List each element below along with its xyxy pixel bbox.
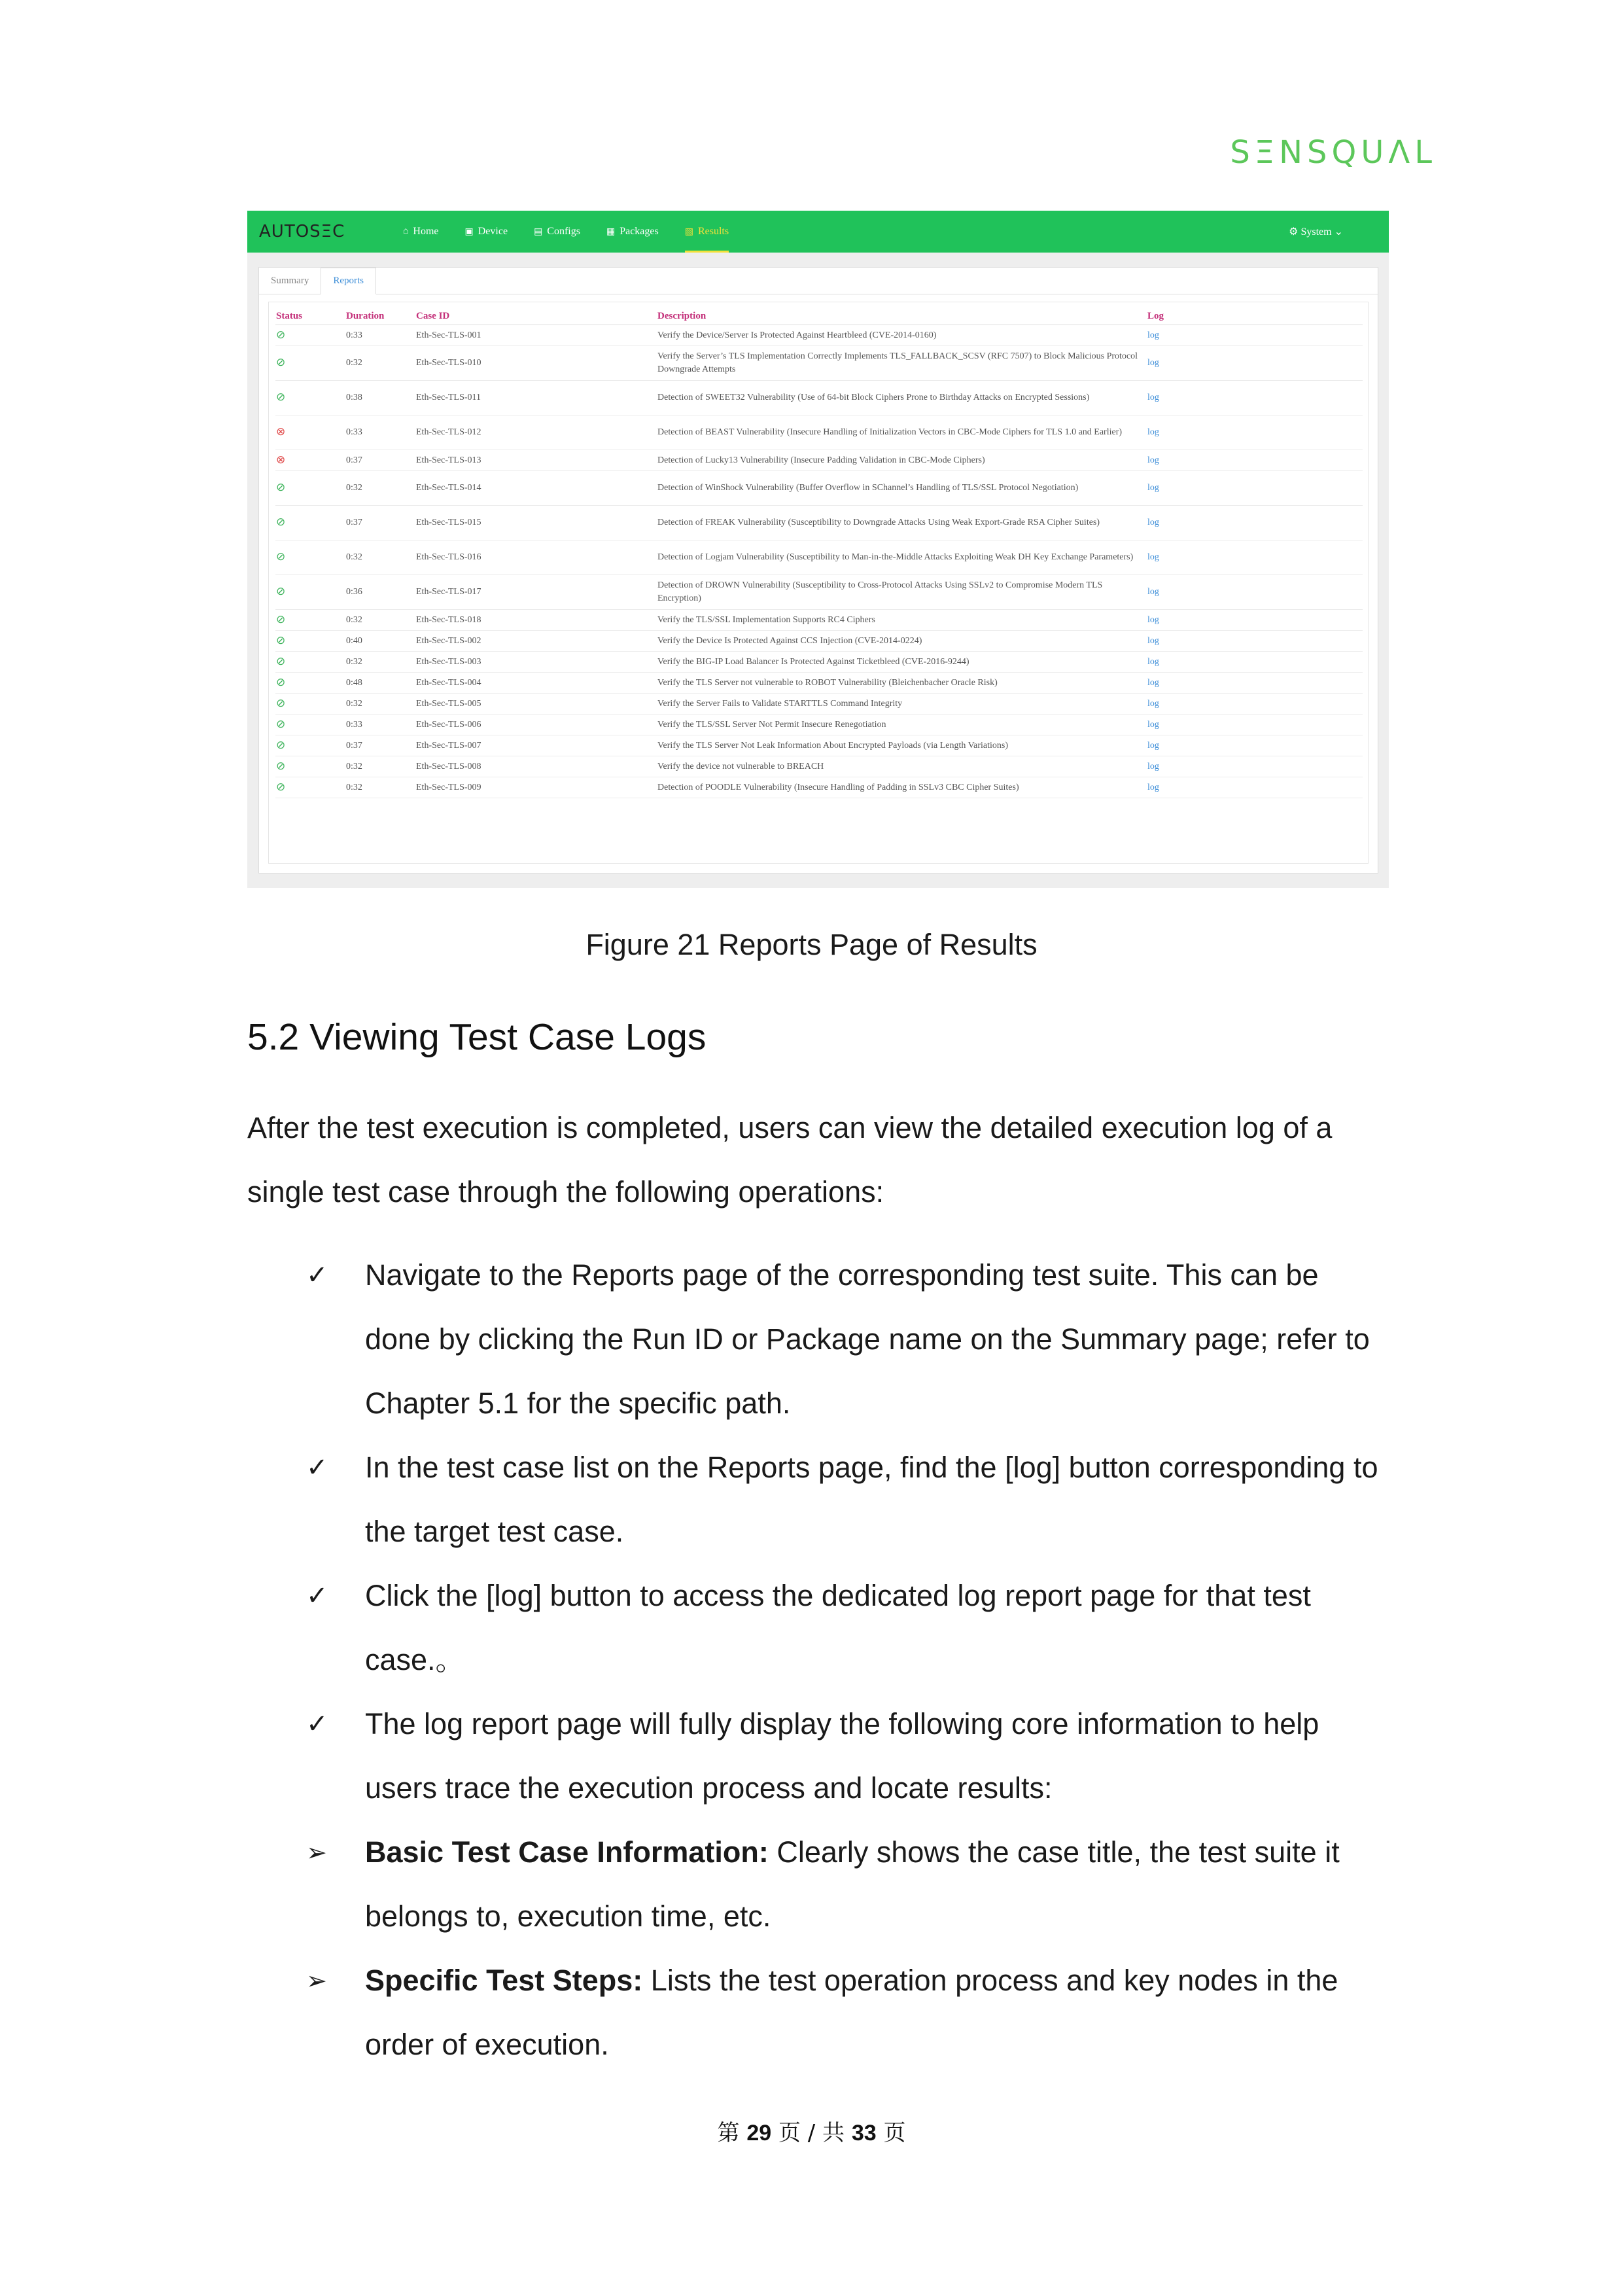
nav-home[interactable] — [403, 211, 439, 253]
pass-status-icon: ⊘ — [276, 633, 286, 646]
list-item — [306, 1949, 1392, 2077]
fail-status-icon: ⊗ — [276, 453, 286, 466]
description-cell: Verify the TLS Server Not Leak Information About Encrypted Payloads (via Length Variations) — [657, 735, 1147, 756]
table-row — [275, 777, 1363, 798]
description-cell: Verify the Device/Server Is Protected Against Heartbleed (CVE-2014-0160) — [657, 325, 1147, 346]
table-row — [275, 471, 1363, 506]
top-nav-bar — [247, 211, 1389, 253]
log-cell — [1147, 756, 1363, 777]
log-link[interactable]: log — [1147, 740, 1159, 751]
system-menu[interactable]: ⚙ System ⌄ — [1289, 226, 1343, 238]
col-log: Log — [1147, 308, 1363, 325]
table-row — [275, 631, 1363, 652]
log-cell — [1147, 694, 1363, 715]
duration-cell: 0:32 — [345, 610, 415, 631]
reports-table-container — [268, 302, 1369, 864]
device-icon: ▣ — [464, 226, 474, 237]
log-link[interactable]: log — [1147, 614, 1159, 625]
packages-icon: ▦ — [606, 226, 616, 237]
col-description: Description — [657, 308, 1147, 325]
list-item — [306, 1243, 1392, 1436]
status-cell — [275, 471, 345, 506]
tab-summary[interactable]: Summary — [271, 275, 309, 286]
table-row — [275, 506, 1363, 540]
status-cell — [275, 575, 345, 610]
log-cell — [1147, 540, 1363, 575]
log-cell — [1147, 506, 1363, 540]
arrow-bullet-icon: ➢ — [306, 1838, 327, 1867]
total-pages: 33 — [851, 2121, 877, 2146]
table-row — [275, 325, 1363, 346]
log-cell — [1147, 715, 1363, 735]
list-item-text: In the test case list on the Reports page, find the [log] button corresponding to the target test case. — [365, 1451, 1378, 1548]
table-header-row — [275, 308, 1363, 325]
nav-device-label: Device — [478, 226, 508, 237]
pass-status-icon: ⊘ — [276, 328, 286, 341]
table-row — [275, 381, 1363, 415]
table-row — [275, 756, 1363, 777]
description-cell: Verify the TLS Server not vulnerable to ROBOT Vulnerability (Bleichenbacher Oracle Risk) — [657, 673, 1147, 694]
table-row — [275, 346, 1363, 381]
list-item — [306, 1564, 1392, 1692]
duration-cell: 0:33 — [345, 715, 415, 735]
reports-table-body — [275, 325, 1363, 798]
description-cell: Detection of Logjam Vulnerability (Susceptibility to Man-in-the-Middle Attacks Exploiting Weak DH Key Exchange Parameters) — [657, 540, 1147, 575]
results-tabs — [259, 268, 1378, 294]
pass-status-icon: ⊘ — [276, 780, 286, 793]
log-cell — [1147, 777, 1363, 798]
pass-status-icon: ⊘ — [276, 481, 286, 493]
log-cell — [1147, 673, 1363, 694]
case-id-cell: Eth-Sec-TLS-003 — [415, 652, 657, 673]
status-cell — [275, 631, 345, 652]
pass-status-icon: ⊘ — [276, 717, 286, 730]
case-id-cell: Eth-Sec-TLS-018 — [415, 610, 657, 631]
pass-status-icon: ⊘ — [276, 759, 286, 772]
case-id-cell: Eth-Sec-TLS-006 — [415, 715, 657, 735]
log-link[interactable]: log — [1147, 635, 1159, 646]
list-item-detail: Clearly shows the case title, the test suite it belongs to, execution time, etc. — [365, 1835, 1340, 1933]
duration-cell: 0:32 — [345, 777, 415, 798]
results-icon: ▧ — [684, 226, 693, 237]
list-item-text — [365, 1820, 1392, 1949]
duration-cell: 0:32 — [345, 471, 415, 506]
arrow-bullet-icon: ➢ — [306, 1966, 327, 1995]
description-cell: Verify the TLS/SSL Server Not Permit Insecure Renegotiation — [657, 715, 1147, 735]
col-case-id: Case ID — [415, 308, 657, 325]
log-link[interactable]: log — [1147, 782, 1159, 792]
log-link[interactable]: log — [1147, 677, 1159, 688]
duration-cell: 0:33 — [345, 415, 415, 450]
status-cell — [275, 450, 345, 471]
section-heading: 5.2 Viewing Test Case Logs — [247, 1016, 707, 1058]
status-cell — [275, 325, 345, 346]
status-cell — [275, 673, 345, 694]
description-cell: Detection of Lucky13 Vulnerability (Insecure Padding Validation in CBC-Mode Ciphers) — [657, 450, 1147, 471]
case-id-cell: Eth-Sec-TLS-007 — [415, 735, 657, 756]
description-cell: Verify the BIG-IP Load Balancer Is Protected Against Ticketbleed (CVE-2016-9244) — [657, 652, 1147, 673]
nav-configs[interactable] — [534, 211, 580, 253]
description-cell: Detection of DROWN Vulnerability (Susceptibility to Cross-Protocol Attacks Using SSLv2 to Compromise Modern TLS Encryption) — [657, 575, 1147, 610]
case-id-cell: Eth-Sec-TLS-009 — [415, 777, 657, 798]
fail-status-icon: ⊗ — [276, 425, 286, 438]
case-id-cell: Eth-Sec-TLS-014 — [415, 471, 657, 506]
checkmark-icon: ✓ — [306, 1453, 328, 1483]
log-cell — [1147, 471, 1363, 506]
nav-packages-label: Packages — [620, 226, 659, 237]
log-cell — [1147, 346, 1363, 381]
log-link[interactable]: log — [1147, 427, 1159, 437]
status-cell — [275, 715, 345, 735]
case-id-cell: Eth-Sec-TLS-004 — [415, 673, 657, 694]
duration-cell: 0:37 — [345, 450, 415, 471]
status-cell — [275, 506, 345, 540]
table-row — [275, 540, 1363, 575]
log-cell — [1147, 610, 1363, 631]
table-row — [275, 450, 1363, 471]
pass-status-icon: ⊘ — [276, 585, 286, 597]
nav-home-label: Home — [413, 226, 439, 237]
list-item-text — [365, 1949, 1392, 2077]
duration-cell: 0:36 — [345, 575, 415, 610]
log-link[interactable]: log — [1147, 587, 1159, 597]
status-cell — [275, 540, 345, 575]
log-link[interactable]: log — [1147, 393, 1159, 402]
status-cell — [275, 346, 345, 381]
log-cell — [1147, 325, 1363, 346]
sensqual-logo: SΞNSQUΛL — [1230, 134, 1437, 171]
description-cell: Verify the Server’s TLS Implementation Correctly Implements TLS_FALLBACK_SCSV (RFC 7507) to Block Malicious Protocol Downgrade Attempts — [657, 346, 1147, 381]
pass-status-icon: ⊘ — [276, 516, 286, 528]
log-cell — [1147, 381, 1363, 415]
nav-results[interactable] — [685, 211, 729, 253]
reports-screenshot — [247, 211, 1389, 888]
pass-status-icon: ⊘ — [276, 696, 286, 709]
description-cell: Detection of FREAK Vulnerability (Susceptibility to Downgrade Attacks Using Weak Export-Grade RSA Cipher Suites) — [657, 506, 1147, 540]
case-id-cell: Eth-Sec-TLS-010 — [415, 346, 657, 381]
col-duration: Duration — [345, 308, 415, 325]
duration-cell: 0:32 — [345, 346, 415, 381]
case-id-cell: Eth-Sec-TLS-005 — [415, 694, 657, 715]
description-cell: Detection of BEAST Vulnerability (Insecure Handling of Initialization Vectors in CBC-Mode Ciphers for TLS 1.0 and Earlier) — [657, 415, 1147, 450]
footer-mid: 页 / 共 — [778, 2120, 845, 2146]
case-id-cell: Eth-Sec-TLS-011 — [415, 381, 657, 415]
log-link[interactable]: log — [1147, 483, 1159, 493]
pass-status-icon: ⊘ — [276, 550, 286, 563]
checkmark-icon: ✓ — [306, 1260, 328, 1290]
footer-prefix: 第 — [717, 2120, 740, 2146]
log-cell — [1147, 575, 1363, 610]
log-cell — [1147, 735, 1363, 756]
log-cell — [1147, 631, 1363, 652]
list-item-text: The log report page will fully display the following core information to help users trace the execution process and locate results: — [365, 1707, 1319, 1805]
case-id-cell: Eth-Sec-TLS-017 — [415, 575, 657, 610]
case-id-cell: Eth-Sec-TLS-015 — [415, 506, 657, 540]
table-row — [275, 694, 1363, 715]
case-id-cell: Eth-Sec-TLS-012 — [415, 415, 657, 450]
log-link[interactable]: log — [1147, 330, 1159, 340]
duration-cell: 0:38 — [345, 381, 415, 415]
duration-cell: 0:37 — [345, 735, 415, 756]
checkmark-icon: ✓ — [306, 1581, 328, 1611]
duration-cell: 0:48 — [345, 673, 415, 694]
log-cell — [1147, 415, 1363, 450]
pass-status-icon: ⊘ — [276, 675, 286, 688]
log-link[interactable]: log — [1147, 455, 1159, 465]
pass-status-icon: ⊘ — [276, 654, 286, 667]
nav-packages[interactable] — [606, 211, 659, 253]
status-cell — [275, 381, 345, 415]
footer-suffix: 页 — [883, 2120, 906, 2146]
status-cell — [275, 777, 345, 798]
description-cell: Detection of SWEET32 Vulnerability (Use of 64-bit Block Ciphers Prone to Birthday Attacks on Encrypted Sessions) — [657, 381, 1147, 415]
status-cell — [275, 756, 345, 777]
status-cell — [275, 735, 345, 756]
nav-configs-label: Configs — [547, 226, 580, 237]
table-row — [275, 415, 1363, 450]
status-cell — [275, 610, 345, 631]
pass-status-icon: ⊘ — [276, 738, 286, 751]
duration-cell: 0:40 — [345, 631, 415, 652]
home-icon: ⌂ — [403, 226, 409, 236]
main-nav — [403, 211, 755, 253]
col-status: Status — [275, 308, 345, 325]
table-row — [275, 610, 1363, 631]
pass-status-icon: ⊘ — [276, 612, 286, 626]
configs-icon: ▤ — [534, 226, 543, 237]
pass-status-icon: ⊘ — [276, 391, 286, 403]
duration-cell: 0:32 — [345, 540, 415, 575]
duration-cell: 0:32 — [345, 652, 415, 673]
status-cell — [275, 415, 345, 450]
table-row — [275, 673, 1363, 694]
list-item-text: Navigate to the Reports page of the corresponding test suite. This can be done by clicking the Run ID or Package name on the Summary page; refer to Chapter 5.1 for the specific path. — [365, 1258, 1370, 1420]
log-cell — [1147, 652, 1363, 673]
page-footer — [0, 2115, 1623, 2147]
case-id-cell: Eth-Sec-TLS-008 — [415, 756, 657, 777]
list-item-bold-label: Basic Test Case Information: — [365, 1835, 769, 1869]
duration-cell: 0:32 — [345, 756, 415, 777]
list-item-bold-label: Specific Test Steps: — [365, 1964, 643, 1997]
list-item-text: Click the [log] button to access the dedicated log report page for that test case.。 — [365, 1579, 1311, 1676]
log-link[interactable]: log — [1147, 518, 1159, 527]
list-item-detail: Lists the test operation process and key nodes in the order of execution. — [365, 1964, 1338, 2061]
log-link[interactable]: log — [1147, 719, 1159, 730]
intro-paragraph: After the test execution is completed, users can view the detailed execution log of a single test case through the following operations: — [247, 1111, 1333, 1209]
autosec-brand: AUTOSΞC — [259, 222, 345, 241]
table-row — [275, 735, 1363, 756]
description-cell: Detection of WinShock Vulnerability (Buffer Overflow in SChannel’s Handling of TLS/SSL Protocol Negotiation) — [657, 471, 1147, 506]
status-cell — [275, 652, 345, 673]
case-id-cell: Eth-Sec-TLS-002 — [415, 631, 657, 652]
description-cell: Verify the TLS/SSL Implementation Supports RC4 Ciphers — [657, 610, 1147, 631]
list-item — [306, 1436, 1392, 1564]
reports-table — [275, 308, 1363, 798]
list-item — [306, 1692, 1392, 1820]
case-id-cell: Eth-Sec-TLS-001 — [415, 325, 657, 346]
nav-device[interactable] — [465, 211, 508, 253]
table-row — [275, 715, 1363, 735]
nav-results-label: Results — [697, 226, 729, 237]
log-link[interactable]: log — [1147, 698, 1159, 709]
figure-caption: Figure 21 Reports Page of Results — [585, 928, 1038, 961]
page-number: 29 — [746, 2121, 772, 2146]
case-id-cell: Eth-Sec-TLS-016 — [415, 540, 657, 575]
description-cell: Verify the Device Is Protected Against CCS Injection (CVE-2014-0224) — [657, 631, 1147, 652]
description-cell: Detection of POODLE Vulnerability (Insecure Handling of Padding in SSLv3 CBC Cipher Suites) — [657, 777, 1147, 798]
status-cell — [275, 694, 345, 715]
duration-cell: 0:37 — [345, 506, 415, 540]
tab-reports[interactable]: Reports — [321, 268, 376, 294]
duration-cell: 0:32 — [345, 694, 415, 715]
pass-status-icon: ⊘ — [276, 356, 286, 368]
description-cell: Verify the Server Fails to Validate STARTTLS Command Integrity — [657, 694, 1147, 715]
results-panel — [258, 267, 1378, 874]
case-id-cell: Eth-Sec-TLS-013 — [415, 450, 657, 471]
table-row — [275, 575, 1363, 610]
checkmark-icon: ✓ — [306, 1709, 328, 1739]
log-link[interactable]: log — [1147, 761, 1159, 771]
table-row — [275, 652, 1363, 673]
log-link[interactable]: log — [1147, 656, 1159, 667]
log-link[interactable]: log — [1147, 358, 1159, 368]
log-link[interactable]: log — [1147, 552, 1159, 562]
duration-cell: 0:33 — [345, 325, 415, 346]
description-cell: Verify the device not vulnerable to BREACH — [657, 756, 1147, 777]
list-item — [306, 1820, 1392, 1949]
log-cell — [1147, 450, 1363, 471]
